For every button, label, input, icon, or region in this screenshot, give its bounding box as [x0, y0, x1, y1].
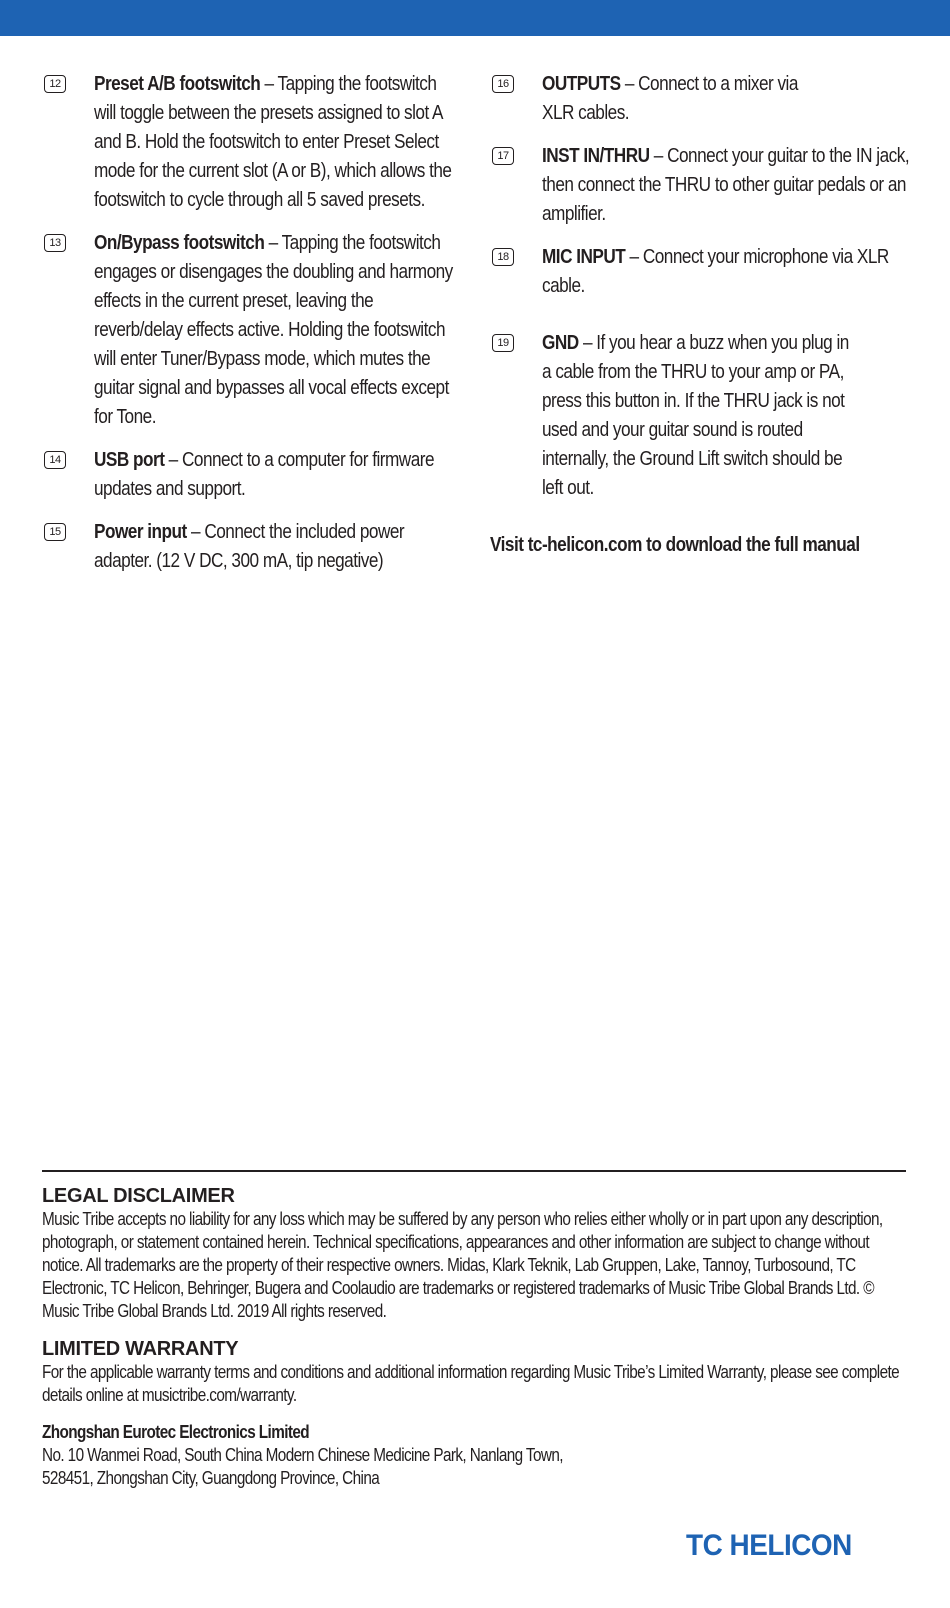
item-description: – Tapping the footswitch engages or disengages the doubling and harmony effects in the current preset, leaving the reverb/delay effects active. Holding the footswitch will enter Tuner/Bypass mode, which mutes the guitar signal and bypasses all vocal effects except for Tone. — [94, 232, 453, 428]
item-number-badge: 13 — [44, 234, 66, 252]
item-description: – Connect to a mixer via XLR cables. — [542, 73, 798, 124]
item-number-badge: 17 — [492, 147, 514, 165]
list-item — [42, 446, 462, 504]
manual-download-note: Visit tc-helicon.com to download the full manual — [490, 534, 860, 556]
top-banner — [0, 0, 950, 36]
item-number-badge: 18 — [492, 248, 514, 266]
item-title: Preset A/B footswitch — [94, 73, 261, 95]
list-item — [42, 229, 462, 432]
item-number-badge: 19 — [492, 334, 514, 352]
item-title: INST IN/THRU — [542, 145, 650, 167]
company-address-line1: No. 10 Wanmei Road, South China Modern Chinese Medicine Park, Nanlang Town, — [42, 1445, 563, 1465]
left-column — [42, 70, 462, 590]
limited-warranty-heading: LIMITED WARRANTY — [42, 1338, 239, 1360]
list-item — [42, 70, 462, 215]
legal-disclaimer-heading: LEGAL DISCLAIMER — [42, 1185, 235, 1207]
right-column — [490, 70, 910, 560]
company-address-line2: 528451, Zhongshan City, Guangdong Province, China — [42, 1468, 380, 1488]
item-title: On/Bypass footswitch — [94, 232, 265, 254]
footer — [42, 1184, 906, 1490]
item-number-badge: 16 — [492, 75, 514, 93]
company-name: Zhongshan Eurotec Electronics Limited — [42, 1422, 310, 1442]
item-title: Power input — [94, 521, 187, 543]
limited-warranty-text: For the applicable warranty terms and conditions and additional information regarding Music Tribe’s Limited Warranty, please see complete details online at musictribe.com/warranty. — [42, 1362, 900, 1405]
list-item — [490, 142, 910, 229]
item-number-badge: 15 — [44, 523, 66, 541]
legal-disclaimer-text: Music Tribe accepts no liability for any loss which may be suffered by any person who relies either wholly or in part upon any description, photograph, or statement contained herein. Technical specifications, appearances and other information are subject to change without notice. All trademarks are the property of their respective owners. Midas, Klark Teknik, Lab Gruppen, Lake, Tannoy, Turbosound, TC Electronic, TC Helicon, Behringer, Bugera and Coolaudio are trademarks or registered trademarks of Music Tribe Global Brands Ltd. © Music Tribe Global Brands Ltd. 2019 All rights reserved. — [42, 1209, 883, 1321]
tc-helicon-logo: TC HELICON — [686, 1529, 852, 1562]
list-item — [42, 518, 462, 576]
item-title: USB port — [94, 449, 165, 471]
list-item — [490, 329, 910, 503]
item-description: – Connect to a computer for firmware updates and support. — [94, 449, 435, 500]
item-description: – Connect the included power adapter. (12 V DC, 300 mA, tip negative) — [94, 521, 405, 572]
item-title: GND — [542, 332, 579, 354]
item-description: – Tapping the footswitch will toggle between the presets assigned to slot A and B. Hold the footswitch to enter Preset Select mode for the current slot (A or B), which allows the footswitch to cycle through all 5 saved presets. — [94, 73, 452, 211]
item-number-badge: 14 — [44, 451, 66, 469]
item-title: MIC INPUT — [542, 246, 626, 268]
item-number-badge: 12 — [44, 75, 66, 93]
list-item — [490, 243, 910, 301]
list-item — [490, 70, 910, 128]
item-description: – If you hear a buzz when you plug in a cable from the THRU to your amp or PA, press this button in. If the THRU jack is not used and your guitar sound is routed internally, the Ground Lift switch should be left out. — [542, 332, 849, 499]
item-description: – Connect your guitar to the IN jack, then connect the THRU to other guitar pedals or an amplifier. — [542, 145, 910, 225]
item-description: – Connect your microphone via XLR cable. — [542, 246, 889, 297]
footer-divider — [42, 1170, 906, 1172]
item-title: OUTPUTS — [542, 73, 621, 95]
